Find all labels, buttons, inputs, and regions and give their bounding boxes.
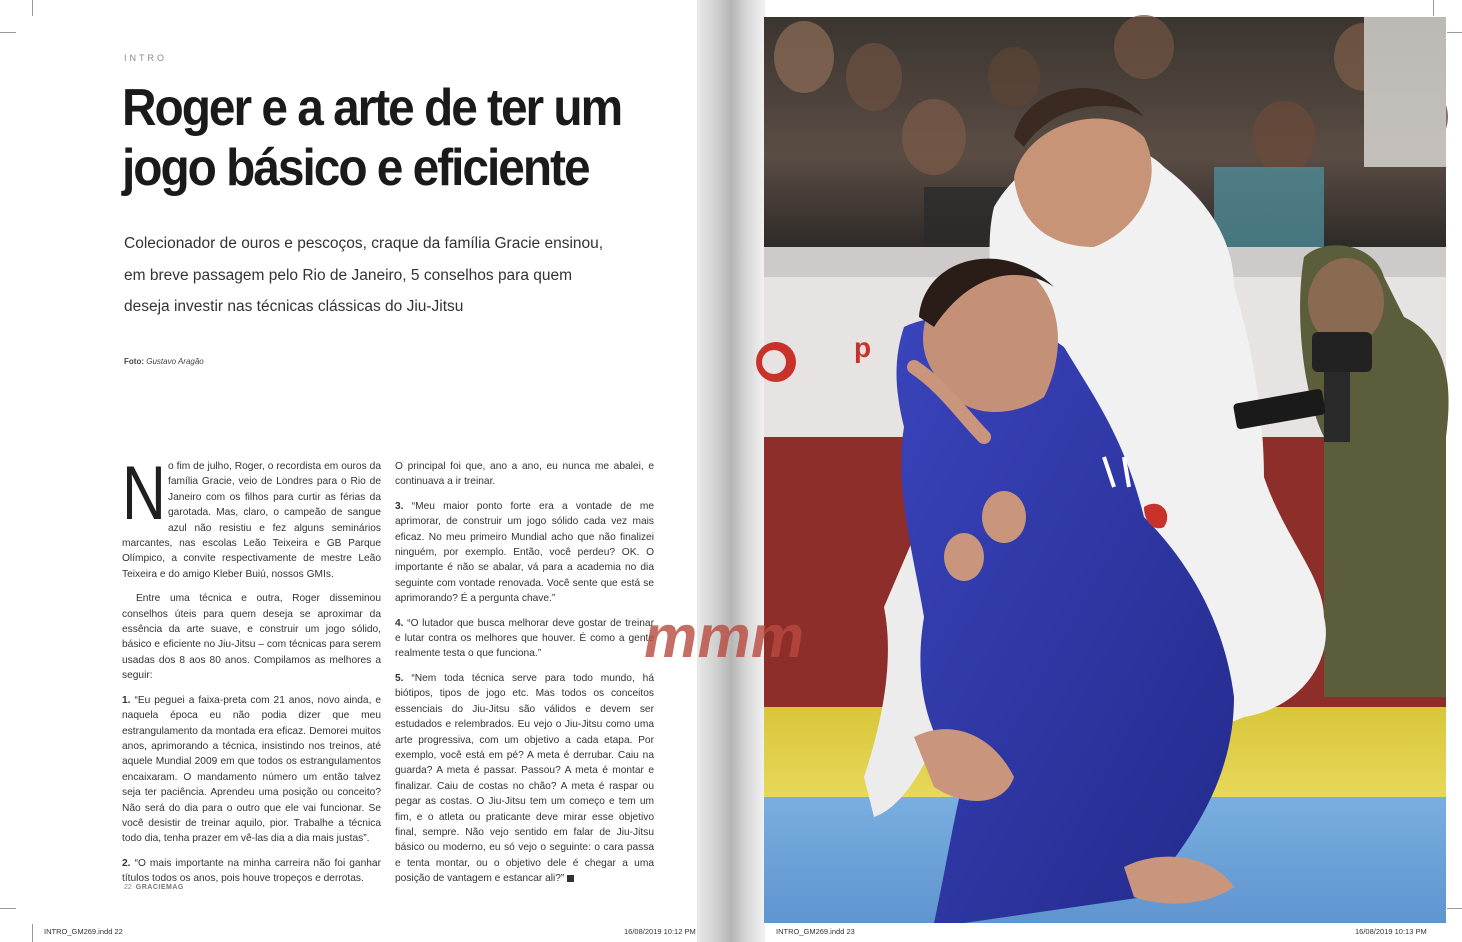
- photo-credit-name: Gustavo Aragão: [146, 357, 204, 366]
- photo-credit-label: Foto:: [124, 357, 144, 366]
- fighters-photo: [638, 17, 1446, 923]
- article-paragraph: O principal foi que, ano a ano, eu nunca me abalei, e continuava a ir treinar.: [395, 461, 654, 488]
- crop-mark: [32, 0, 33, 16]
- tip-number: 5.: [395, 672, 404, 684]
- tip-text: “Meu maior ponto forte era a vontade de me aprimorar, de construir um jogo sólido cada vez mais eficaz. No meu primeiro Mundial acho que não finalizei ninguém, por exemplo. Então, você perdeu? OK. O importante é não se abalar, vá para a academia no dia seguinte com vontade renovada. Você sente que está se aprimorando? É a pergunta chave.”: [395, 500, 654, 605]
- standfirst-line: Colecionador de ouros e pescoços, craque da família Gracie ensinou,: [124, 235, 604, 252]
- section-label: INTRO: [124, 53, 167, 63]
- crop-mark: [0, 908, 16, 909]
- slug-date: 16/08/2019 10:13 PM: [1355, 927, 1427, 936]
- feature-photo: [638, 17, 1446, 923]
- article-paragraph: [122, 451, 381, 582]
- tip-3: [395, 499, 654, 607]
- slug-file: INTRO_GM269.indd 23: [776, 927, 855, 936]
- slug-file: INTRO_GM269.indd 22: [44, 927, 123, 936]
- tip-text: “O mais importante na minha carreira não foi ganhar títulos todos os anos, pois houve tropeços e derrotas.: [122, 857, 381, 885]
- tip-number: 4.: [395, 617, 404, 629]
- photo-credit: [124, 357, 204, 366]
- crop-mark: [1447, 32, 1462, 33]
- page-number: 22: [124, 884, 132, 891]
- crop-mark: [1433, 0, 1434, 16]
- tip-4: [395, 616, 654, 662]
- spine-gutter: [697, 0, 765, 942]
- crop-mark: [1447, 908, 1462, 909]
- article-column-2: [395, 459, 654, 896]
- magazine-brand: GRACIEMAG: [135, 884, 184, 891]
- left-page: [0, 0, 700, 942]
- svg-text:p: p: [854, 332, 872, 363]
- tip-number: 3.: [395, 500, 404, 512]
- tip-number: 2.: [122, 857, 131, 869]
- crop-mark: [32, 924, 33, 942]
- article-paragraph: Entre uma técnica e outra, Roger disseminou conselhos úteis para quem deseja se aproximar da essência da arte suave, e construir um jogo sólido, básico e eficiente no Jiu-Jitsu – com técnicas para serem usadas dos 8 aos 80 anos. Compilamos as melhores a seguir:: [122, 593, 381, 682]
- svg-text:mmm: mmm: [638, 602, 811, 670]
- drop-cap: N: [122, 451, 166, 536]
- tip-2: [122, 856, 381, 887]
- tip-text: “Nem toda técnica serve para todo mundo, há biótipos, tipos de jogo etc. Mas todos os conceitos essenciais do Jiu-Jitsu são válidos e devem ser estudados e relembrados. Eu vejo o Jiu-Jitsu como uma arte progressiva, com um objetivo a cada etapa. Por exemplo, você está em pé? A meta é derrubar. Caiu na guarda? A meta é passar. Passou? A meta é montar e finalizar. Caiu de costas no chão? A meta é raspar ou pegar as costas. O Jiu-Jitsu tem um começo e tem um fim, e o atleta ou praticante deve mirar esse objetivo final, sempre. Não vejo sentido em falar de Jiu-Jitsu básico ou moderno, eu só vejo o seguinte: o cara passa e tenta montar, ou o objetivo dele é chegar a uma posição de vantagem e estancar ali?”: [395, 672, 654, 885]
- article-column-1: [122, 451, 381, 896]
- standfirst-line: em breve passagem pelo Rio de Janeiro, 5 conselhos para quem: [124, 266, 573, 284]
- tip-text: “Eu peguei a faixa-preta com 21 anos, novo ainda, e naquela época eu não podia dizer que meu estrangulamento da montada era eficaz. Demorei muitos anos, aprimorando a técnica, insistindo nos treinos, até aquele Mundial 2009 em que todos os estrangulamentos encaixaram. O mandamento número um então talvez seja ter paciência. Aprendeu uma posição ou conceito? Não será do dia para o outro que ele vai funcionar. Se você desistir de treinar aquilo, pior. Trabalhe a técnica todo dia, tenha prazer em vê-las dia a dia mais justas”.: [122, 694, 381, 845]
- tip-5: [395, 671, 654, 887]
- folio: [124, 884, 184, 891]
- end-of-article-icon: [567, 875, 574, 882]
- tip-text: “O lutador que busca melhorar deve gostar de treinar e lutar contra os melhores que houver. É como a gente realmente testa o que funciona.”: [395, 617, 654, 660]
- slug-date: 16/08/2019 10:12 PM: [624, 927, 696, 936]
- crop-mark: [0, 32, 16, 33]
- tip-number: 1.: [122, 694, 131, 706]
- standfirst: [124, 228, 644, 323]
- standfirst-line: deseja investir nas técnicas clássicas do Jiu-Jitsu: [124, 298, 464, 315]
- tip-1: [122, 693, 381, 847]
- headline: Roger e a arte de ter um jogo básico e eficiente: [122, 79, 622, 197]
- paragraph-text: o fim de julho, Roger, o recordista em ouros da família Gracie, veio de Londres para o Rio de Janeiro com os filhos para curtir as férias da garotada. Mas, claro, o campeão de sangue azul não resistiu e fez alguns seminários marcantes, nas escolas Leão Teixeira e GB Parque Olímpico, a convite respectivamente de mestre Leão Teixeira e do amigo Kleber Buiú, nossos GMIs.: [122, 461, 381, 580]
